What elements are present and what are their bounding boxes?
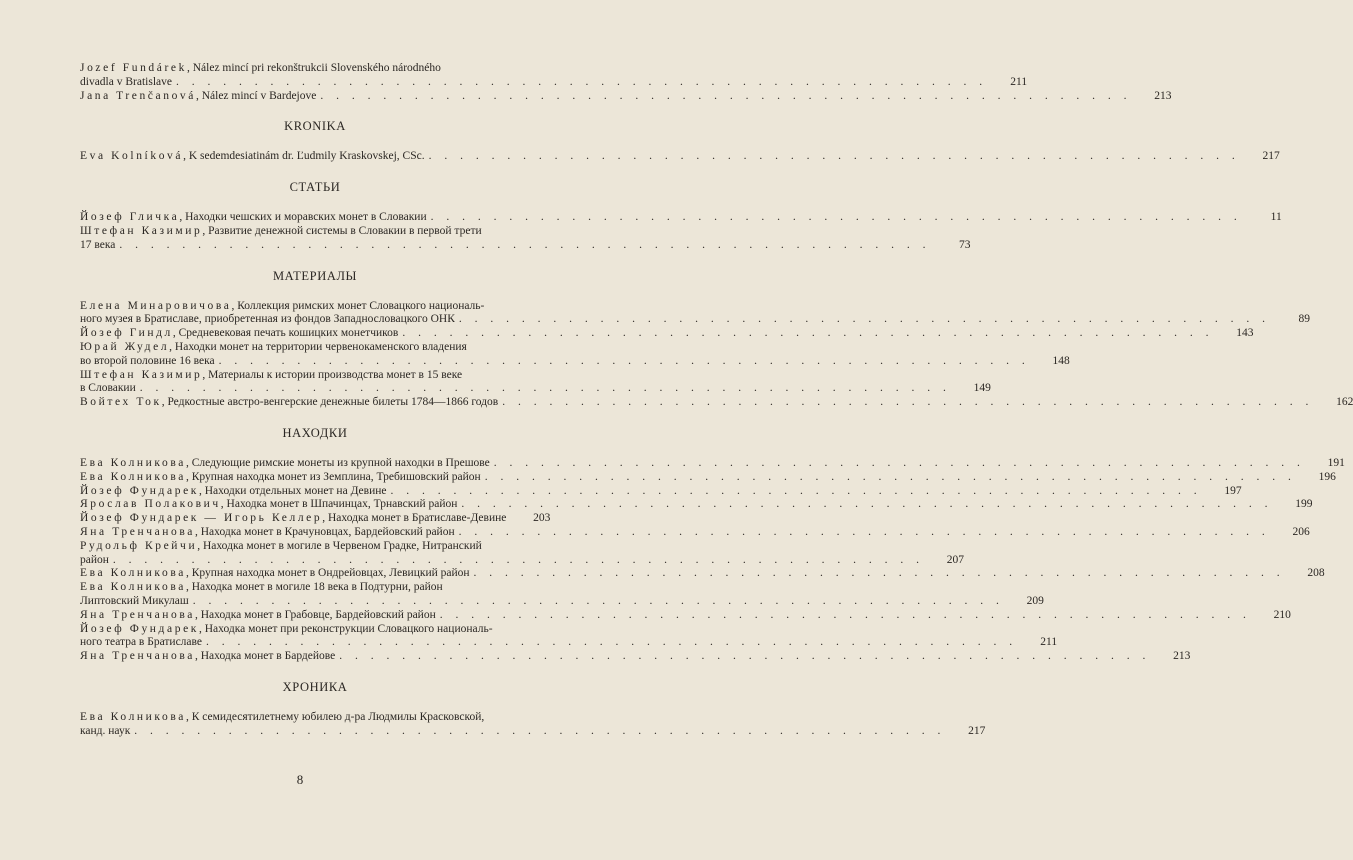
entry-title: Липтовский Микулаш [80,594,189,607]
entry-author: Штефан Казимир [80,368,203,381]
leader-dots: . . . . . . . . . . . . . . . . . . . . . . . . . . . . . . . . . . . . . . . . . . . . . . . . . . . . [502,396,1314,409]
toc-entry[interactable] [80,622,1058,651]
entry-text [80,650,335,664]
entry-text [80,711,550,725]
entry-separator: , [195,89,202,102]
toc-entry-line [80,75,1028,90]
toc-entry[interactable] [80,211,1282,225]
entry-text [80,623,550,637]
page-ref: 217 [968,724,986,737]
toc-entry[interactable] [80,525,1310,540]
entry-title: К семидесятилетнему юбилею д-ра Людмилы Красковской, [191,710,485,723]
page-ref: 197 [1224,484,1242,497]
toc-entry[interactable] [80,89,1172,104]
entry-author: Йозеф Фундарек — Игорь Келлер [80,512,323,525]
entry-author: Ярослав Полакович [80,498,221,511]
toc-entry-line [80,327,1254,341]
entry-title: Nález mincí v Bardejove [201,89,317,102]
page-ref: 217 [1262,150,1280,163]
toc-entry[interactable] [80,456,1345,471]
entry-separator: , [185,456,192,469]
page-ref: 199 [1295,498,1313,511]
toc-entry[interactable] [80,340,1070,369]
toc-entry[interactable] [80,581,1044,609]
toc-entry-line [80,581,550,595]
entry-text [80,540,550,554]
toc-section [80,268,1353,410]
toc-entry-line [80,594,1044,609]
section-heading: НАХОДКИ [282,425,348,440]
entry-text [80,485,387,499]
page-ref: 11 [1270,211,1282,224]
leader-dots: . . . . . . . . . . . . . . . . . . . . . . . . . . . . . . . . . . . . . . . . . . . . . . . . . . . . [484,470,1296,483]
entry-author: Штефан Казимир [80,224,203,237]
entry-author: Яна Тренчанова [80,608,195,621]
section-heading: KRONIKA [284,119,346,134]
entry-title: Находка монет в Крачуновцах, Бардейовский район [200,525,455,538]
entry-title: Находка монет в Шпачинцах, Трнавский район [226,498,458,511]
entry-text [80,567,470,581]
entry-author: Яна Тренчанова [80,525,195,538]
entry-title: Коллекция римских монет Словацкого националь- [237,299,485,312]
entry-separator: , [198,622,205,635]
entry-separator: , [185,567,192,580]
entry-separator: , [194,525,201,538]
entry-author: Ева Колникова [80,470,186,483]
entry-text [80,341,550,355]
entry-text [80,554,109,568]
entry-separator: , [322,512,328,525]
toc-entry[interactable] [80,150,1280,164]
page-ref: 196 [1318,470,1336,483]
entry-text [80,457,490,471]
entry-title: Находки монет на территории червенокаменского владения [174,340,467,353]
toc-entry-line [80,313,1311,327]
leader-dots: . . . . . . . . . . . . . . . . . . . . . . . . . . . . . . . . . . . . . . . . . . . . . . . . . . . . [134,724,946,737]
entry-author: Eva Kolníková [80,150,184,163]
entry-author: Юрай Жудел [80,340,170,353]
toc-entry-line [80,300,550,314]
entry-separator: , [197,539,203,552]
toc-entry[interactable] [80,710,986,739]
entry-separator: , [161,396,168,409]
toc-entry[interactable] [80,512,550,526]
entry-separator: , [202,224,209,237]
page-ref: 213 [1154,89,1172,102]
toc-entry-line [80,512,550,526]
leader-dots: . . . . . . . . . . . . . . . . . . . . . . . . . . . . . . . . . . . . . . . . . . . . . . . . . . . . [428,150,1240,163]
leader-dots: . . . . . . . . . . . . . . . . . . . . . . . . . . . . . . . . . . . . . . . . . . . . . . . . . . . . [461,498,1273,511]
page-ref: 213 [1173,650,1191,663]
page-ref: 148 [1052,354,1070,367]
toc-entry[interactable] [80,484,1242,499]
entry-separator: , [231,299,238,312]
toc-entry-line [80,456,1345,471]
entry-author: Елена Минаровичова [80,299,232,312]
entry-text [80,90,316,104]
leader-dots: . . . . . . . . . . . . . . . . . . . . . . . . . . . . . . . . . . . . . . . . . . . . . . . . . . . . [339,650,1151,663]
section-heading: МАТЕРИАЛЫ [272,268,358,283]
page-ref: 211 [1040,636,1058,649]
entry-author: Jozef Fundárek [80,62,187,74]
leader-dots: . . . . . . . . . . . . . . . . . . . . . . . . . . . . . . . . . . . . . . . . . . . . . . . . . . . . [192,594,1004,607]
entry-title: ного музея в Братиславе, приобретенная из фондов Западнословацкого ОНК [80,313,455,326]
entry-title: Следующие римские монеты из крупной находки в Прешове [191,456,490,469]
toc-entry-line [80,608,1291,623]
entry-text [80,595,189,609]
toc-entry-line [80,396,1353,410]
toc-entry[interactable] [80,224,971,253]
section-heading: СТАТЬИ [289,180,341,195]
leader-dots: . . . . . . . . . . . . . . . . . . . . . . . . . . . . . . . . . . . . . . . . . . . . . . . . . . . . [493,456,1305,469]
entry-title: район [80,553,109,566]
entry-title: Развитие денежной системы в Словакии в первой трети [208,224,482,237]
toc-entry[interactable] [80,650,1191,664]
entry-text [80,150,425,164]
entry-text [80,76,172,90]
entry-text [80,609,436,623]
toc-entry[interactable] [80,62,1028,90]
entry-author: Йозеф Гличка [80,211,180,224]
entry-author: Ева Колникова [80,567,186,580]
toc-entry-line [80,238,971,253]
toc-entry-line [80,225,550,239]
entry-text [80,300,550,314]
leader-dots: . . . . . . . . . . . . . . . . . . . . . . . . . . . . . . . . . . . . . . . . . . . . . . . . . . . . [175,75,988,88]
entry-author: Ева Колникова [80,456,186,469]
entry-title: Крупная находка монет в Ондрейовцах, Левицкий район [191,567,470,580]
entry-separator: , [169,340,175,353]
section-heading: ХРОНИКА [282,679,348,694]
entry-title: во второй половине 16 века [80,354,215,367]
entry-text [80,211,427,225]
entry-title: Редкостные австро-венгерские денежные билеты 1784—1866 годов [167,396,499,409]
toc-entry[interactable] [80,608,1291,623]
entry-author: Ева Колникова [80,581,186,594]
entry-title: Находки отдельных монет на Девине [204,484,387,497]
toc-entry-line [80,341,550,355]
toc-section [80,62,1172,103]
page-ref: 209 [1026,594,1044,607]
toc-entry-line [80,369,550,383]
toc-entry-line [80,525,1310,540]
toc-section [80,679,986,739]
entry-title: Nález mincí pri rekonštrukcii Slovenského národného [192,62,441,74]
page-ref: 203 [533,512,551,525]
page-ref: 73 [958,238,971,251]
toc-entry-line [80,636,1058,650]
entry-title: K sedemdesiatinám dr. Ľudmily Kraskovskej, CSc. [188,150,425,163]
toc-entry-line [80,470,1336,485]
entry-separator: , [172,327,179,340]
leader-dots: . . . . . . . . . . . . . . . . . . . . . . . . . . . . . . . . . . . . . . . . . . . . . . . . . . . . [458,313,1271,326]
toc-entry-line [80,150,1280,164]
entry-text [80,581,550,595]
entry-title: Находки чешских и моравских монет в Словакии [185,211,427,224]
leader-dots: . . . . . . . . . . . . . . . . . . . . . . . . . . . . . . . . . . . . . . . . . . . . . . . . . . . . [458,525,1270,538]
toc-entry[interactable] [80,368,991,397]
toc-entry-line [80,553,965,568]
entry-title: Находка монет в могиле 18 века в Подтурни, район [191,581,443,594]
entry-author: Jana Trenčanová [80,89,196,102]
leader-dots: . . . . . . . . . . . . . . . . . . . . . . . . . . . . . . . . . . . . . . . . . . . . . . . . . . . . [218,354,1030,367]
page-ref: 143 [1236,327,1254,340]
entry-title: Находка монет в могиле в Червеном Градке, Нитранский [202,539,482,552]
leader-dots: . . . . . . . . . . . . . . . . . . . . . . . . . . . . . . . . . . . . . . . . . . . . . . . . . . . . [139,382,951,395]
entry-text [80,369,550,383]
toc-entry[interactable] [80,498,1313,512]
toc-entry-line [80,724,986,739]
toc-entry-line [80,484,1242,499]
entry-text [80,327,398,341]
entry-text [80,313,455,327]
toc-entry-line [80,89,1172,104]
entry-author: Ева Колникова [80,710,186,723]
leader-dots: . . . . . . . . . . . . . . . . . . . . . . . . . . . . . . . . . . . . . . . . . . . . . . . . . . . . [439,608,1251,621]
toc-entry-line [80,540,550,554]
entry-text [80,225,550,239]
entry-title: канд. наук [80,724,131,737]
entry-text [80,62,550,76]
page-number: 8 [296,772,304,787]
toc-section [80,425,1345,664]
page-ref: 207 [946,553,965,566]
entry-separator: , [220,498,227,511]
toc-entry-line [80,498,1313,512]
entry-text [80,498,457,512]
entry-title: Находка монет в Братиславе-Девине [327,512,507,525]
entry-text [80,725,130,739]
leader-dots: . . . . . . . . . . . . . . . . . . . . . . . . . . . . . . . . . . . . . . . . . . . . . . . . . . . . [430,211,1242,224]
entry-text [80,526,455,540]
entry-title: Крупная находка монет из Земплина, Требишовский район [191,470,481,483]
page-ref: 149 [973,382,991,395]
entry-author: Йозеф Фундарек [80,622,199,635]
entry-title: Находка монет в Грабовце, Бардейовский район [200,608,436,621]
toc-entry[interactable] [80,539,965,568]
entry-title: 17 века [80,238,116,251]
entry-title: Средневековая печать кошицких монетчиков [178,327,399,340]
page-ref: 89 [1298,313,1311,326]
toc-entry-line [80,382,991,396]
entry-separator: , [183,150,189,163]
leader-dots: . . . . . . . . . . . . . . . . . . . . . . . . . . . . . . . . . . . . . . . . . . . . . . . . . . . . [320,89,1132,102]
leader-dots: . . . . . . . . . . . . . . . . . . . . . . . . . . . . . . . . . . . . . . . . . . . . . . . . . . . . [206,636,1018,649]
entry-separator: , [179,211,186,224]
entry-text [80,396,498,410]
toc-entry[interactable] [80,396,1353,410]
entry-separator: , [186,62,193,74]
entry-text [80,239,115,253]
entry-title: ного театра в Братиславе [80,636,202,649]
page-ref: 208 [1307,567,1325,580]
entry-title: Материалы к истории производства монет в 15 веке [208,368,463,381]
page-ref: 206 [1292,525,1310,538]
entry-title: в Словакии [80,382,136,395]
leader-dots: . . . . . . . . . . . . . . . . . . . . . . . . . . . . . . . . . . . . . . . . . . . . . . . . . . . . [390,484,1202,497]
toc-entry[interactable] [80,299,1311,328]
entry-author: Йозеф Фундарек [80,484,199,497]
toc-section [80,180,1282,252]
toc-entry-line [80,711,550,725]
leader-dots: . . . . . . . . . . . . . . . . . . . . . . . . . . . . . . . . . . . . . . . . . . . . . . . . . . . . [119,238,931,251]
page-ref: 211 [1010,75,1028,88]
toc-entry-line [80,567,1325,581]
entry-author: Войтех Ток [80,396,162,409]
entry-text [80,512,506,526]
toc-entry[interactable] [80,327,1254,341]
entry-text [80,355,215,369]
toc-entry-line [80,62,550,76]
leader-dots: . . . . . . . . . . . . . . . . . . . . . . . . . . . . . . . . . . . . . . . . . . . . . . . . . . . . [473,567,1285,580]
leader-dots: . . . . . . . . . . . . . . . . . . . . . . . . . . . . . . . . . . . . . . . . . . . . . . . . . . . . [402,327,1214,340]
entry-title: Находка монет в Бардейове [200,650,336,663]
entry-title: divadla v Bratislave [80,75,172,88]
entry-author: Рудольф Крейчи [80,539,198,552]
entry-author: Йозеф Гиндл [80,327,173,340]
entry-separator: , [198,484,205,497]
toc-section [80,119,1280,164]
entry-text [80,382,136,396]
page-ref: 191 [1327,456,1345,469]
entry-text [80,636,202,650]
entry-separator: , [185,581,192,594]
entry-author: Яна Тренчанова [80,650,195,663]
entry-text [80,471,481,485]
toc-entry-line [80,623,550,637]
entry-separator: , [194,608,201,621]
toc-entry[interactable] [80,567,1325,581]
entry-separator: , [185,470,192,483]
entry-title: Находка монет при реконструкции Словацкого националь- [204,622,493,635]
entry-separator: , [185,710,192,723]
table-of-contents [80,62,1353,739]
page-ref: 162 [1336,396,1353,409]
toc-entry-line [80,354,1070,369]
toc-entry-line [80,211,1282,225]
toc-entry[interactable] [80,470,1336,485]
leader-dots: . . . . . . . . . . . . . . . . . . . . . . . . . . . . . . . . . . . . . . . . . . . . . . . . . . . . [112,553,925,566]
toc-entry-line [80,650,1191,664]
entry-separator: , [202,368,209,381]
entry-separator: , [194,650,201,663]
page-ref: 210 [1273,608,1291,621]
